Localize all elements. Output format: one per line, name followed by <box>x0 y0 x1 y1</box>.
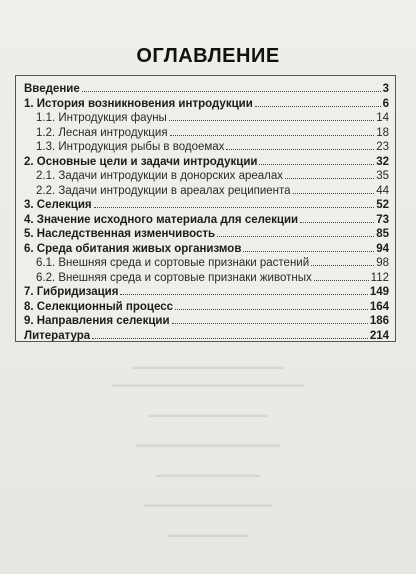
toc-entry-page: 44 <box>376 184 389 197</box>
toc-entry-page: 32 <box>376 155 389 168</box>
toc-entry-title: 9. Направления селекции <box>24 315 170 327</box>
toc-entry-page: 85 <box>376 228 389 240</box>
toc-entry <box>36 169 389 183</box>
toc-entry <box>24 198 389 212</box>
table-of-contents <box>15 75 396 342</box>
dot-leader <box>120 285 367 295</box>
toc-entry <box>24 227 389 241</box>
toc-entry-page: 73 <box>376 213 389 226</box>
toc-entry-page: 52 <box>376 199 389 211</box>
toc-entry-page: 186 <box>369 315 389 327</box>
toc-entry-title: 6.2. Внешняя среда и сортовые признаки животных <box>36 271 312 284</box>
toc-entry <box>36 256 389 270</box>
toc-entry-title: 1.2. Лесная интродукция <box>36 126 168 139</box>
toc-entry-title: 2.1. Задачи интродукции в донорских ареалах <box>36 170 284 182</box>
toc-entry-title: 5. Наследственная изменчивость <box>24 228 216 240</box>
toc-entry-page: 3 <box>382 83 389 95</box>
show-through-text: ▬▬▬▬▬▬▬▬▬▬▬▬▬▬▬ <box>148 410 268 419</box>
toc-entry-page: 98 <box>376 257 389 269</box>
toc-entry <box>36 271 389 285</box>
toc-entry <box>24 242 389 256</box>
dot-leader <box>217 227 374 237</box>
toc-entry <box>36 126 389 140</box>
dot-leader <box>243 242 374 252</box>
toc-entry <box>24 329 389 343</box>
toc-entry-page: 149 <box>369 286 389 298</box>
toc-entry-page: 18 <box>376 126 389 139</box>
toc-entry <box>24 213 389 227</box>
dot-leader <box>169 111 374 121</box>
toc-entry-title: 8. Селекционный процесс <box>24 300 174 313</box>
dot-leader <box>259 155 374 165</box>
toc-entry-page: 94 <box>376 242 389 255</box>
dot-leader <box>92 329 368 339</box>
toc-entry-page: 35 <box>376 170 389 182</box>
dot-leader <box>82 82 381 92</box>
show-through-text: ▬▬▬▬▬▬▬▬▬▬▬▬▬▬▬▬▬▬▬ <box>132 362 284 371</box>
dot-leader <box>293 184 375 194</box>
toc-entry <box>24 285 389 299</box>
show-through-text: ▬▬▬▬▬▬▬▬▬▬▬▬▬▬▬▬▬▬ <box>136 440 280 449</box>
dot-leader <box>170 126 375 136</box>
toc-entry-page: 112 <box>370 271 389 284</box>
show-through-text: ▬▬▬▬▬▬▬▬▬▬▬▬▬▬▬▬ <box>144 500 272 509</box>
toc-entry <box>24 155 389 169</box>
toc-entry-title: 6. Среда обитания живых организмов <box>24 242 242 255</box>
toc-entry <box>36 140 389 154</box>
toc-entry-title: 1.3. Интродукция рыбы в водоемах <box>36 141 225 153</box>
toc-entry <box>36 111 389 125</box>
dot-leader <box>314 271 369 281</box>
toc-entry-page: 164 <box>369 300 389 313</box>
toc-entry-title: Литература <box>24 329 91 342</box>
dot-leader <box>226 140 374 150</box>
dot-leader <box>175 300 368 310</box>
toc-entry-page: 23 <box>376 141 389 153</box>
toc-entry-title: 4. Значение исходного материала для селекции <box>24 213 299 226</box>
toc-entry-title: 3. Селекция <box>24 199 92 211</box>
show-through-text: ▬▬▬▬▬▬▬▬▬▬ <box>168 530 248 539</box>
show-through-text: ▬▬▬▬▬▬▬▬▬▬▬▬▬▬▬▬▬▬▬▬▬▬▬▬ <box>112 380 304 389</box>
toc-entry-title: 2. Основные цели и задачи интродукции <box>24 155 258 168</box>
dot-leader <box>255 97 381 107</box>
toc-entry-title: 2.2. Задачи интродукции в ареалах реципиента <box>36 184 291 197</box>
dot-leader <box>311 256 374 266</box>
page-title: ОГЛАВЛЕНИЕ <box>136 45 280 67</box>
toc-entry <box>24 82 389 96</box>
toc-entry-title: 1.1. Интродукция фауны <box>36 112 167 124</box>
toc-entry-page: 6 <box>382 97 389 110</box>
toc-entry-title: 6.1. Внешняя среда и сортовые признаки растений <box>36 257 310 269</box>
toc-entry-title: 1. История возникновения интродукции <box>24 97 253 110</box>
dot-leader <box>172 314 368 324</box>
toc-entry-title: Введение <box>24 83 80 95</box>
toc-entry <box>24 300 389 314</box>
toc-entry <box>24 97 389 111</box>
toc-entry <box>24 314 389 328</box>
toc-entry-title: 7. Гибридизация <box>24 286 119 298</box>
toc-entry-page: 214 <box>369 329 389 342</box>
show-through-text: ▬▬▬▬▬▬▬▬▬▬▬▬▬ <box>156 470 260 479</box>
dot-leader <box>94 198 375 208</box>
toc-entry <box>36 184 389 198</box>
dot-leader <box>300 213 374 223</box>
dot-leader <box>285 169 374 179</box>
toc-entry-page: 14 <box>376 112 389 124</box>
